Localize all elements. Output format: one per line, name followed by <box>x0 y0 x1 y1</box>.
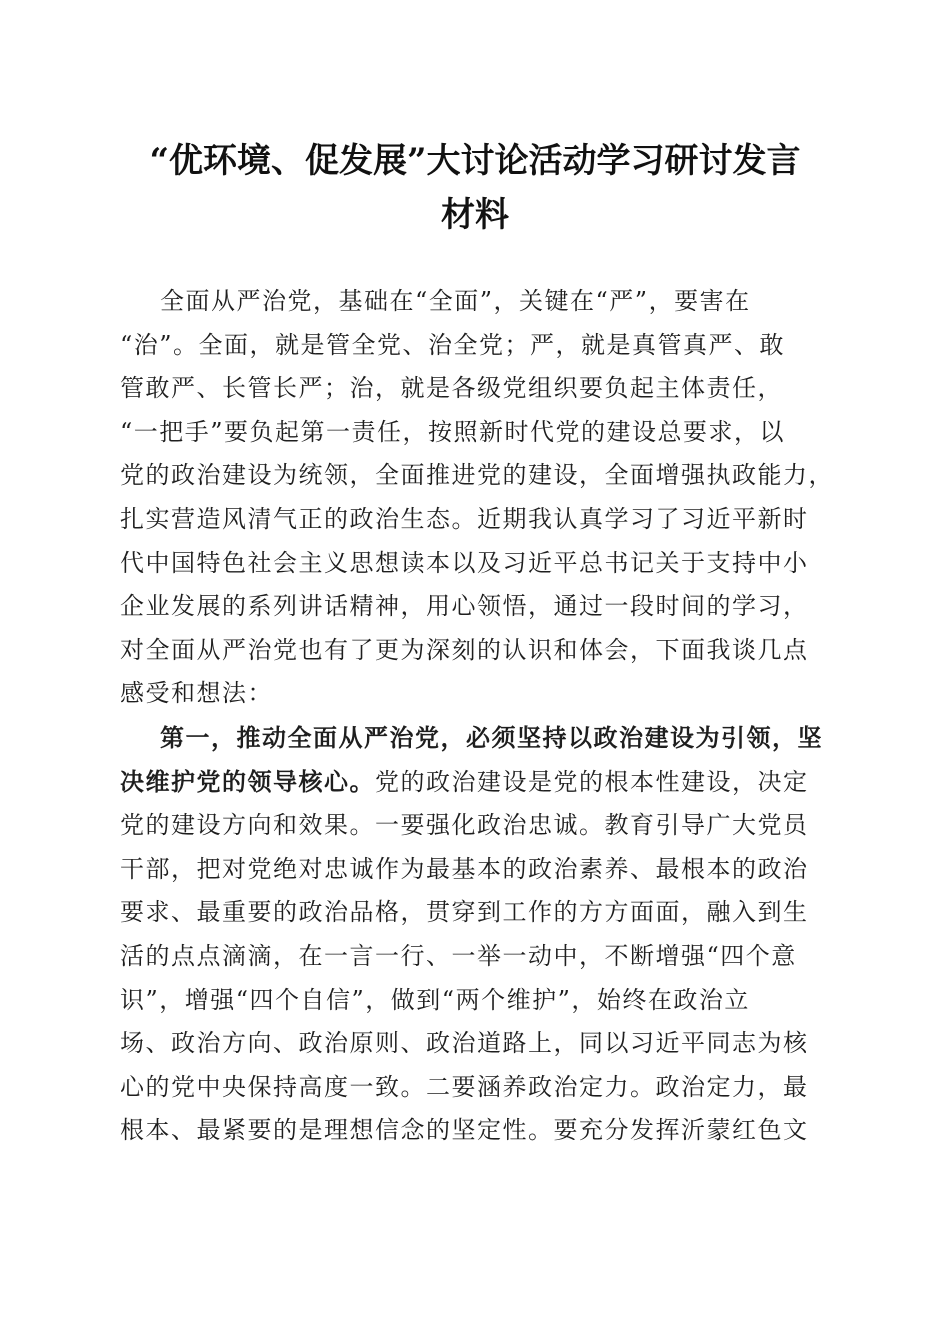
paragraph-1-line: “治”。全面，就是管全党、治全党；严，就是真管真严、敢 <box>120 330 786 359</box>
paragraph-2-heading-end: 决维护党的领导核心。 <box>120 766 375 796</box>
title-line-2: 材料 <box>441 195 509 235</box>
paragraph-2-line: 场、政治方向、政治原则、政治道路上，同以习近平同志为核 <box>120 1029 809 1058</box>
title-line-1: “优环境、促发展”大讨论活动学习研讨发言 <box>149 141 801 181</box>
paragraph-2-line: 要求、最重要的政治品格，贯穿到工作的方方面面，融入到生 <box>120 898 809 927</box>
paragraph-2-line-rest: 党的政治建设是党的根本性建设，决定 <box>375 767 809 796</box>
paragraph-1-line: 代中国特色社会主义思想读本以及习近平总书记关于支持中小 <box>120 548 809 577</box>
paragraph-1-line: 对全面从严治党也有了更为深刻的认识和体会，下面我谈几点 <box>120 635 809 664</box>
paragraph-2-line: 识”，增强“四个自信”，做到“两个维护”，始终在政治立 <box>120 985 750 1014</box>
paragraph-1-line: 党的政治建设为统领，全面推进党的建设，全面增强执政能力， <box>120 461 834 490</box>
paragraph-1-line: 感受和想法： <box>120 679 273 708</box>
paragraph-1-line: 企业发展的系列讲话精神，用心领悟，通过一段时间的学习， <box>120 592 809 621</box>
paragraph-1-line: “一把手”要负起第一责任，按照新时代党的建设总要求，以 <box>120 417 786 446</box>
paragraph-1-line: 管敢严、长管长严；治，就是各级党组织要负起主体责任， <box>120 374 783 403</box>
paragraph-2-line: 心的党中央保持高度一致。二要涵养政治定力。政治定力，最 <box>120 1072 809 1101</box>
paragraph-1-line: 全面从严治党，基础在“全面”，关键在“严”，要害在 <box>160 287 751 315</box>
paragraph-2-line: 根本、最紧要的是理想信念的坚定性。要充分发挥沂蒙红色文 <box>120 1116 809 1145</box>
document-title <box>110 134 840 242</box>
paragraph-2-heading-line: 第一，推动全面从严治党，必须坚持以政治建设为引领，坚 <box>160 722 823 752</box>
document-body <box>120 280 832 1153</box>
paragraph-1-line: 扎实营造风清气正的政治生态。近期我认真学习了习近平新时 <box>120 504 809 533</box>
paragraph-2-line <box>120 760 832 805</box>
paragraph-2-line: 活的点点滴滴，在一言一行、一举一动中，不断增强“四个意 <box>120 941 797 970</box>
paragraph-2-line: 党的建设方向和效果。一要强化政治忠诚。教育引导广大党员 <box>120 811 809 840</box>
paragraph-2-line: 干部，把对党绝对忠诚作为最基本的政治素养、最根本的政治 <box>120 854 809 883</box>
